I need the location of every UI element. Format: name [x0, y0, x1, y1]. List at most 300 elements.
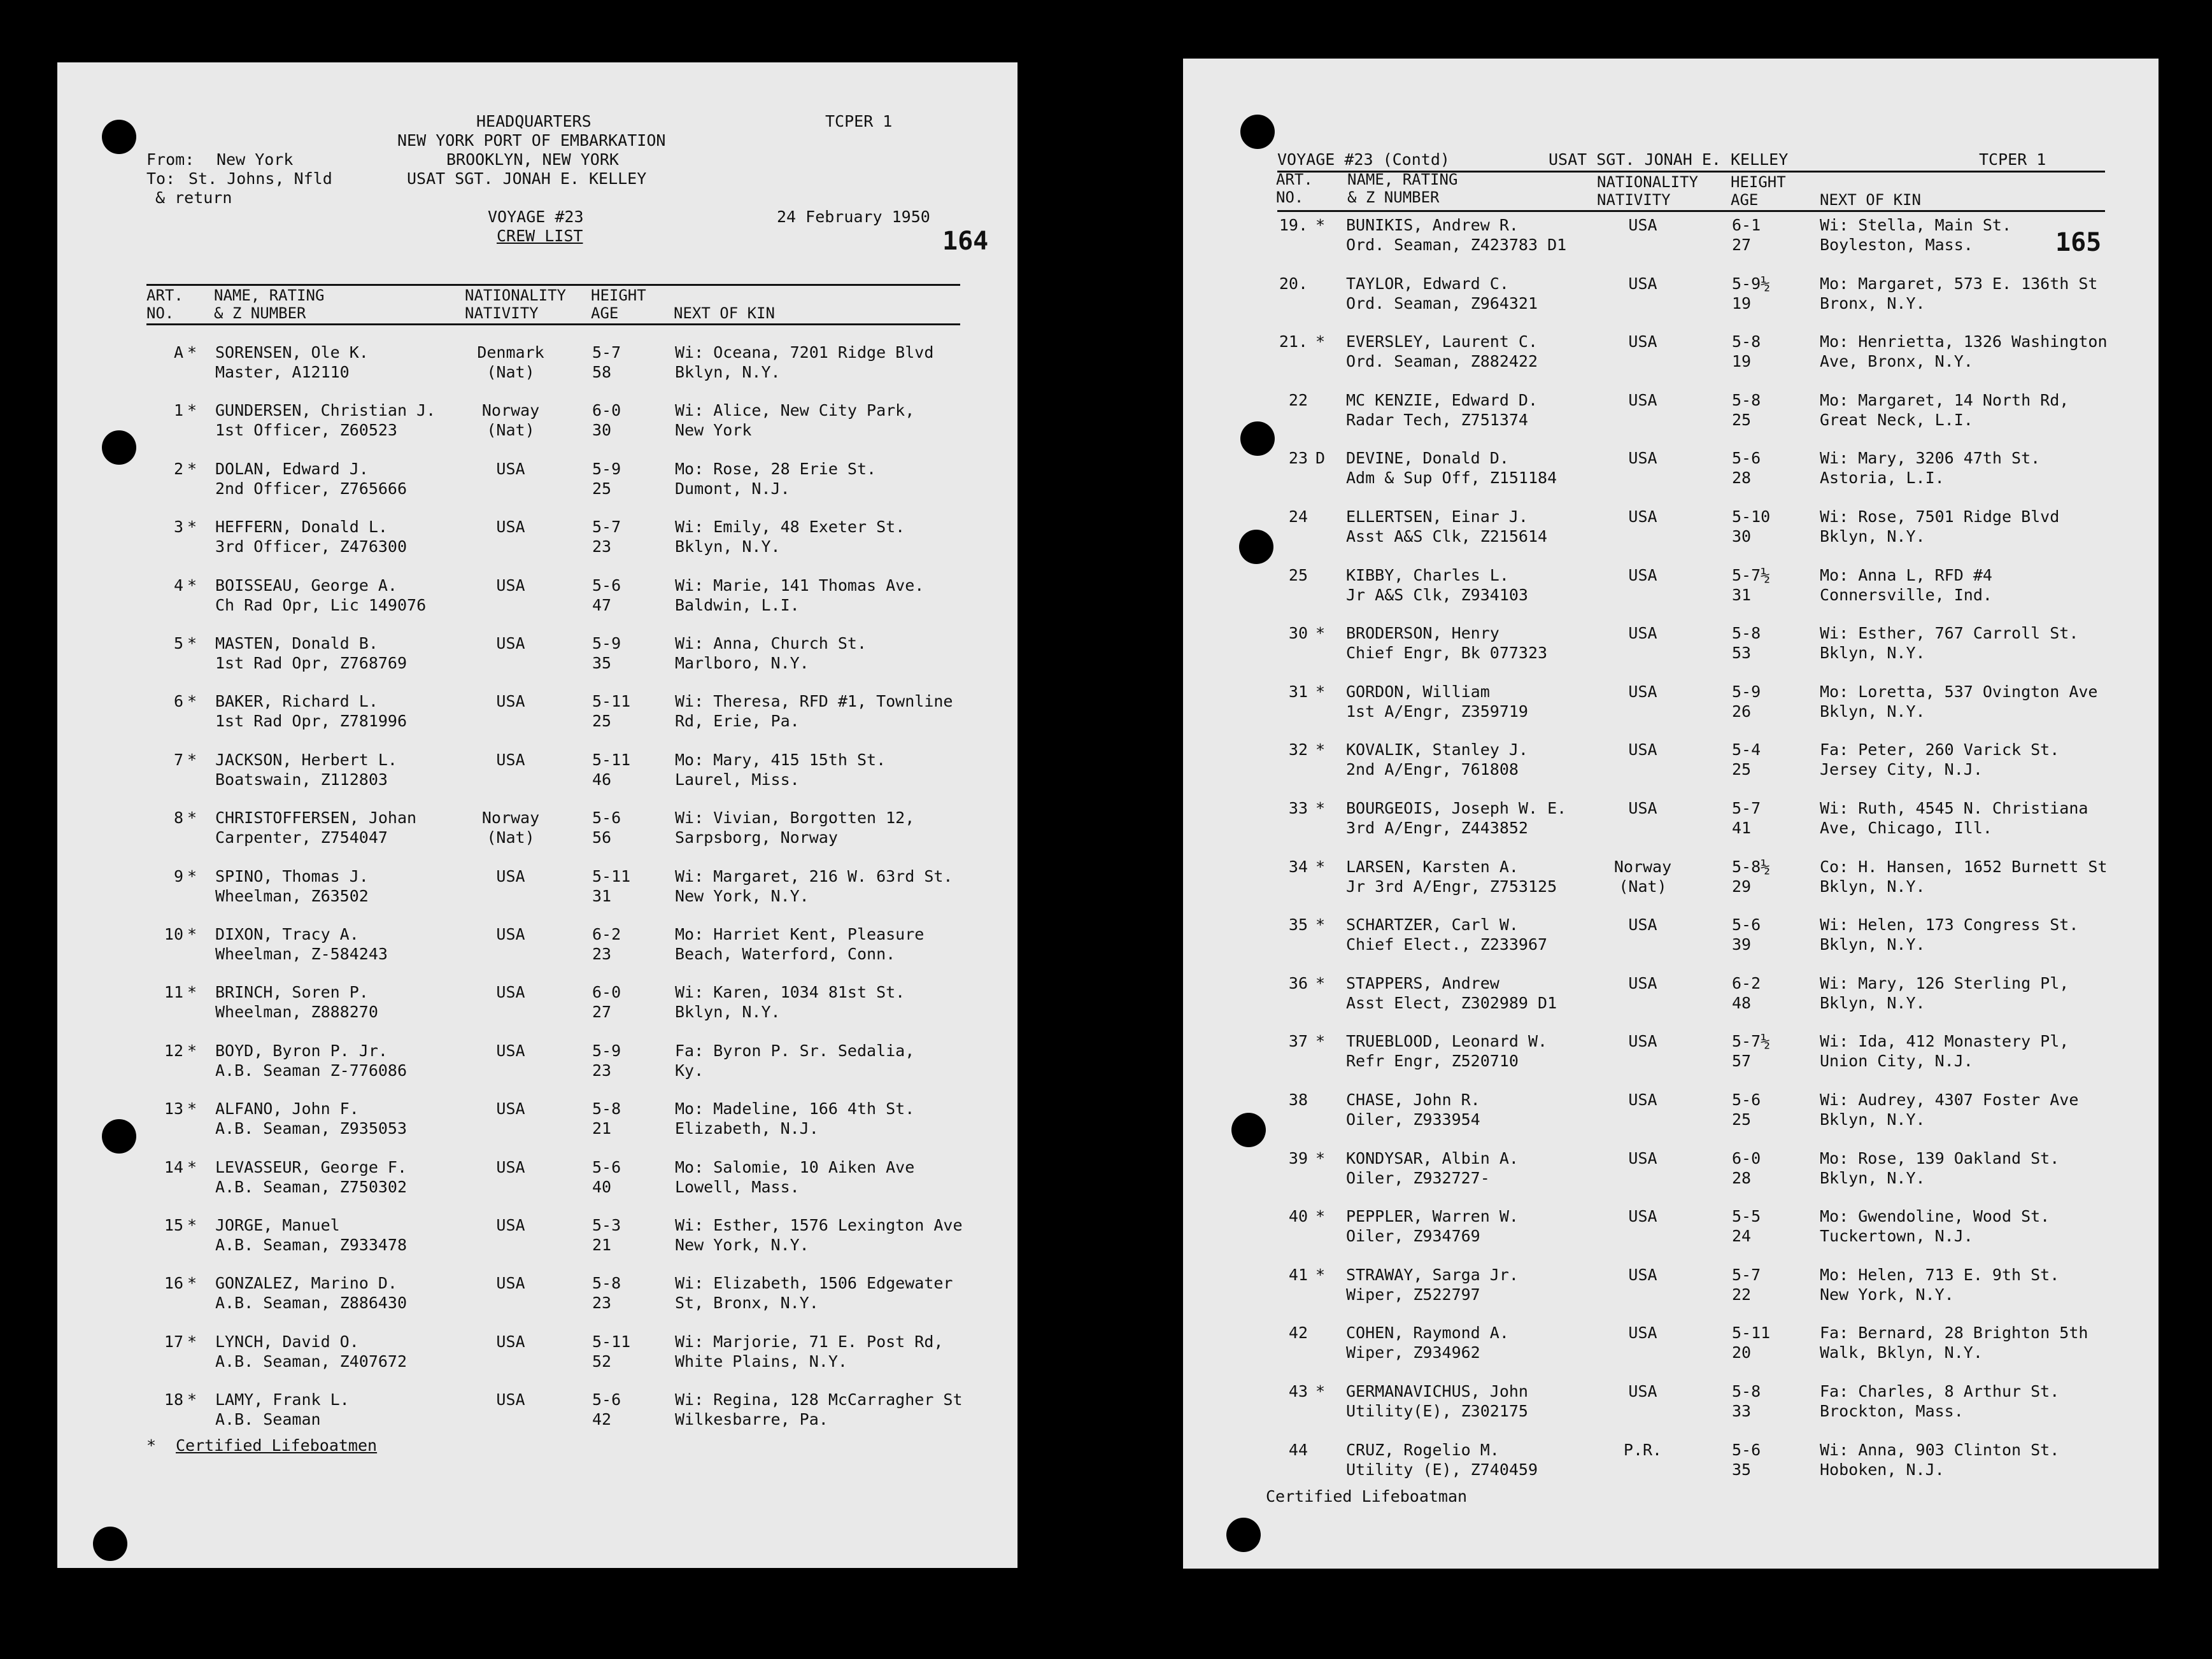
- list-date: 24 February 1950: [777, 208, 930, 226]
- nationality: USA: [496, 1099, 525, 1119]
- next-of-kin: Wi: Esther, 1576 Lexington Ave: [675, 1216, 963, 1234]
- art-no: 3: [173, 518, 183, 537]
- crew-name: DIXON, Tracy A.: [215, 925, 359, 943]
- next-of-kin: Mo: Madeline, 166 4th St.: [675, 1099, 915, 1119]
- age: 35: [1732, 1460, 1752, 1479]
- next-of-kin: Mo: Harriet Kent, Pleasure: [675, 925, 925, 943]
- next-of-kin: Mo: Margaret, 573 E. 136th St: [1820, 274, 2098, 293]
- nationality: USA: [496, 925, 525, 943]
- next-of-kin-address: Rd, Erie, Pa.: [675, 712, 800, 731]
- age: 25: [592, 712, 612, 731]
- art-no: 13: [164, 1099, 183, 1119]
- table-row: [1183, 332, 2159, 372]
- next-of-kin-address: Bklyn, N.Y.: [675, 537, 781, 556]
- col-height-age: HEIGHT AGE: [1731, 173, 1786, 209]
- header-rule: [146, 284, 960, 286]
- rating-z-number: Utility(E), Z302175: [1346, 1402, 1528, 1420]
- table-row: [57, 866, 1017, 907]
- table-row: [57, 1390, 1017, 1430]
- lifeboat-mark: D: [1315, 449, 1326, 468]
- age: 26: [1732, 702, 1752, 721]
- crew-name: GERMANAVICHUS, John: [1346, 1382, 1528, 1401]
- next-of-kin-address: Connersville, Ind.: [1820, 585, 1992, 604]
- height: 5-9: [592, 459, 621, 478]
- height: 5-7½: [1732, 1032, 1771, 1051]
- next-of-kin: Wi: Stella, Main St.: [1820, 216, 2012, 234]
- crew-name: ALFANO, John F.: [215, 1099, 359, 1119]
- col-nationality: NATIONALITY NATIVITY: [465, 286, 566, 322]
- age: 30: [1732, 527, 1752, 546]
- next-of-kin: Wi: Alice, New City Park,: [675, 401, 915, 420]
- art-no: 10: [164, 925, 183, 943]
- next-of-kin: Wi: Regina, 128 McCarragher St: [675, 1390, 963, 1409]
- crew-name: SPINO, Thomas J.: [215, 866, 369, 886]
- rating-z-number: Oiler, Z934769: [1346, 1227, 1480, 1246]
- header-line: HEADQUARTERS: [476, 112, 592, 131]
- age: 23: [592, 537, 612, 556]
- lifeboat-mark: *: [1315, 1032, 1326, 1051]
- height: 5-8: [592, 1099, 621, 1119]
- nationality: Denmark: [477, 343, 544, 362]
- next-of-kin: Mo: Margaret, 14 North Rd,: [1820, 390, 2069, 409]
- crew-name: BOISSEAU, George A.: [215, 575, 397, 595]
- height: 6-1: [1732, 216, 1761, 234]
- nationality: USA: [496, 634, 525, 653]
- height: 5-11: [592, 750, 631, 769]
- next-of-kin: Mo: Helen, 713 E. 9th St.: [1820, 1265, 2060, 1284]
- crew-name: GUNDERSEN, Christian J.: [215, 401, 436, 420]
- rating-z-number: Jr A&S Clk, Z934103: [1346, 585, 1528, 604]
- table-row: [57, 342, 1017, 383]
- crew-name: MASTEN, Donald B.: [215, 634, 378, 653]
- return-text: & return: [155, 188, 232, 207]
- age: 28: [1732, 469, 1752, 488]
- rating-z-number: Radar Tech, Z751374: [1346, 410, 1528, 429]
- to-value: St. Johns, Nfld: [188, 169, 332, 188]
- height: 5-9: [592, 634, 621, 653]
- age: 21: [592, 1236, 612, 1254]
- rating-z-number: Oiler, Z932727-: [1346, 1168, 1490, 1187]
- next-of-kin: Wi: Elizabeth, 1506 Edgewater: [675, 1274, 953, 1293]
- art-no: 31: [1288, 682, 1308, 701]
- crew-name: KOVALIK, Stanley J.: [1346, 740, 1528, 759]
- table-row: [57, 400, 1017, 441]
- crew-name: MC KENZIE, Edward D.: [1346, 390, 1538, 409]
- crew-name: COHEN, Raymond A.: [1346, 1324, 1509, 1343]
- table-row: [1183, 740, 2159, 780]
- next-of-kin-address: New York, N.Y.: [1820, 1285, 1954, 1304]
- art-no: 30: [1288, 624, 1308, 643]
- table-row: [1183, 507, 2159, 547]
- rating-z-number: Utility (E), Z740459: [1346, 1460, 1538, 1479]
- art-no: 42: [1288, 1324, 1308, 1343]
- rating-z-number: Ord. Seaman, Z423783 D1: [1346, 236, 1567, 254]
- lifeboat-mark: *: [187, 343, 197, 362]
- next-of-kin: Mo: Gwendoline, Wood St.: [1820, 1207, 2050, 1226]
- header-rule: [1277, 210, 2105, 212]
- table-row: [1183, 215, 2159, 256]
- age: 40: [592, 1177, 612, 1196]
- nationality: Norway: [481, 808, 540, 828]
- lifeboat-mark: *: [187, 634, 197, 653]
- crew-name: SORENSEN, Ole K.: [215, 343, 369, 362]
- lifeboat-mark: *: [187, 459, 197, 478]
- table-row: [57, 1332, 1017, 1373]
- next-of-kin: Wi: Oceana, 7201 Ridge Blvd: [675, 343, 934, 362]
- crew-name: GONZALEZ, Marino D.: [215, 1274, 397, 1293]
- nationality: USA: [496, 518, 525, 537]
- nationality: USA: [1628, 799, 1657, 817]
- nationality: USA: [1628, 1032, 1657, 1051]
- nationality: USA: [496, 750, 525, 769]
- crew-name: ELLERTSEN, Einar J.: [1346, 507, 1528, 526]
- crew-name: JORGE, Manuel: [215, 1216, 340, 1234]
- crew-name: TRUEBLOOD, Leonard W.: [1346, 1032, 1548, 1051]
- lifeboat-mark: *: [187, 692, 197, 711]
- next-of-kin-address: Bklyn, N.Y.: [1820, 935, 1925, 954]
- rating-z-number: Chief Engr, Bk 077323: [1346, 644, 1548, 663]
- height: 5-5: [1732, 1207, 1761, 1226]
- age: 35: [592, 654, 612, 672]
- next-of-kin: Mo: Anna L, RFD #4: [1820, 565, 1992, 584]
- art-no: 6: [173, 692, 183, 711]
- next-of-kin-address: Hoboken, N.J.: [1820, 1460, 1945, 1479]
- next-of-kin: Mo: Henrietta, 1326 Washington: [1820, 332, 2108, 351]
- footnote: Certified Lifeboatman: [1266, 1487, 1468, 1506]
- height: 6-0: [1732, 1148, 1761, 1168]
- rating-z-number: A.B. Seaman, Z933478: [215, 1236, 408, 1254]
- rating-z-number: A.B. Seaman, Z407672: [215, 1352, 408, 1371]
- art-no: 41: [1288, 1265, 1308, 1284]
- next-of-kin-address: New York: [675, 421, 752, 440]
- next-of-kin-address: Great Neck, L.I.: [1820, 410, 1973, 429]
- next-of-kin-address: Bklyn, N.Y.: [675, 363, 781, 381]
- art-no: 9: [173, 866, 183, 886]
- lifeboat-mark: *: [1315, 1265, 1326, 1284]
- age: 23: [592, 945, 612, 963]
- rating-z-number: Boatswain, Z112803: [215, 770, 388, 789]
- art-no: 23: [1288, 449, 1308, 468]
- next-of-kin-address: Bklyn, N.Y.: [1820, 993, 1925, 1012]
- nationality: USA: [1628, 1382, 1657, 1401]
- crew-name: BRODERSON, Henry: [1346, 624, 1499, 643]
- header-line: NEW YORK PORT OF EMBARKATION: [397, 131, 666, 150]
- nationality: USA: [1628, 565, 1657, 584]
- art-no: 21.: [1279, 332, 1308, 351]
- rating-z-number: Asst Elect, Z302989 D1: [1346, 993, 1557, 1012]
- col-art-no: ART. NO.: [146, 286, 183, 322]
- nationality: USA: [496, 1041, 525, 1060]
- art-no: 1: [173, 401, 183, 420]
- age: 41: [1732, 819, 1752, 837]
- crew-list-page-164: [57, 62, 1017, 1568]
- nationality: USA: [1628, 682, 1657, 701]
- height: 5-9: [592, 1041, 621, 1060]
- height: 5-6: [592, 808, 621, 828]
- age: 20: [1732, 1343, 1752, 1362]
- nationality: USA: [496, 1157, 525, 1176]
- lifeboat-mark: *: [187, 808, 197, 828]
- art-no: 12: [164, 1041, 183, 1060]
- art-no: 24: [1288, 507, 1308, 526]
- next-of-kin: Wi: Marjorie, 71 E. Post Rd,: [675, 1332, 944, 1351]
- crew-name: BOYD, Byron P. Jr.: [215, 1041, 388, 1060]
- punch-hole: [102, 120, 136, 154]
- next-of-kin: Wi: Vivian, Borgotten 12,: [675, 808, 915, 828]
- lifeboat-mark: *: [1315, 1382, 1326, 1401]
- table-row: [57, 459, 1017, 500]
- lifeboat-mark: *: [1315, 857, 1326, 876]
- nationality: USA: [1628, 332, 1657, 351]
- nationality: Norway: [1613, 857, 1672, 876]
- art-no: 17: [164, 1332, 183, 1351]
- lifeboat-mark: *: [187, 575, 197, 595]
- age: 33: [1732, 1402, 1752, 1420]
- art-no: 32: [1288, 740, 1308, 759]
- nationality: USA: [1628, 507, 1657, 526]
- punch-hole: [93, 1527, 127, 1561]
- lifeboat-mark: *: [1315, 915, 1326, 935]
- art-no: 2: [173, 459, 183, 478]
- art-no: 33: [1288, 799, 1308, 817]
- age: 57: [1732, 1052, 1752, 1071]
- art-no: 22: [1288, 390, 1308, 409]
- nationality: USA: [496, 459, 525, 478]
- height: 5-7: [592, 343, 621, 362]
- height: 5-7½: [1732, 565, 1771, 584]
- height: 5-8: [592, 1274, 621, 1293]
- table-row: [57, 1215, 1017, 1256]
- lifeboat-mark: *: [1315, 740, 1326, 759]
- age: 21: [592, 1119, 612, 1138]
- next-of-kin: Wi: Ruth, 4545 N. Christiana: [1820, 799, 2088, 817]
- table-row: [57, 1273, 1017, 1314]
- crew-name: DEVINE, Donald D.: [1346, 449, 1509, 468]
- crew-name: DOLAN, Edward J.: [215, 459, 369, 478]
- next-of-kin: Wi: Helen, 173 Congress St.: [1820, 915, 2079, 935]
- height: 5-7: [1732, 799, 1761, 817]
- art-no: 25: [1288, 565, 1308, 584]
- next-of-kin-address: Elizabeth, N.J.: [675, 1119, 819, 1138]
- age: 25: [1732, 410, 1752, 429]
- punch-hole: [1226, 1518, 1261, 1552]
- nationality: USA: [1628, 216, 1657, 234]
- crew-name: CHASE, John R.: [1346, 1091, 1480, 1109]
- age: 25: [592, 479, 612, 498]
- lifeboat-mark: *: [187, 518, 197, 537]
- next-of-kin: Wi: Karen, 1034 81st St.: [675, 983, 905, 1002]
- next-of-kin: Fa: Peter, 260 Varick St.: [1820, 740, 2060, 759]
- lifeboat-mark: *: [187, 1099, 197, 1119]
- age: 19: [1732, 293, 1752, 313]
- art-no: 14: [164, 1157, 183, 1176]
- rating-z-number: Wheelman, Z-584243: [215, 945, 388, 963]
- next-of-kin: Wi: Theresa, RFD #1, Townline: [675, 692, 953, 711]
- rating-z-number: A.B. Seaman: [215, 1410, 321, 1429]
- age: 24: [1732, 1227, 1752, 1246]
- crew-name: EVERSLEY, Laurent C.: [1346, 332, 1538, 351]
- height: 5-9½: [1732, 274, 1771, 293]
- next-of-kin: Wi: Audrey, 4307 Foster Ave: [1820, 1091, 2079, 1109]
- art-no: A: [173, 343, 183, 362]
- nationality: Norway: [481, 401, 540, 420]
- next-of-kin: Wi: Mary, 126 Sterling Pl,: [1820, 973, 2069, 992]
- art-no: 18: [164, 1390, 183, 1409]
- age: 31: [592, 886, 612, 905]
- table-row: [1183, 1265, 2159, 1306]
- voyage-title: VOYAGE #23 (Contd): [1277, 150, 1450, 169]
- table-row: [1183, 1440, 2159, 1481]
- rating-z-number: A.B. Seaman, Z750302: [215, 1177, 408, 1196]
- height: 5-4: [1732, 740, 1761, 759]
- next-of-kin-address: Bklyn, N.Y.: [1820, 702, 1925, 721]
- next-of-kin-address: Marlboro, N.Y.: [675, 654, 809, 672]
- height: 5-7: [592, 518, 621, 537]
- height: 5-6: [592, 1157, 621, 1176]
- crew-name: LARSEN, Karsten A.: [1346, 857, 1519, 876]
- crew-list-title: CREW LIST: [497, 227, 583, 245]
- lifeboat-mark: *: [187, 925, 197, 943]
- rating-z-number: Ord. Seaman, Z882422: [1346, 352, 1538, 371]
- age: 46: [592, 770, 612, 789]
- lifeboat-mark: *: [187, 1332, 197, 1351]
- height: 5-8: [1732, 390, 1761, 409]
- crew-name: BOURGEOIS, Joseph W. E.: [1346, 799, 1567, 817]
- next-of-kin: Wi: Anna, 903 Clinton St.: [1820, 1440, 2060, 1459]
- next-of-kin: Wi: Esther, 767 Carroll St.: [1820, 624, 2079, 643]
- nationality: USA: [1628, 390, 1657, 409]
- nationality: USA: [1628, 1324, 1657, 1343]
- lifeboat-mark: *: [187, 1216, 197, 1234]
- table-row: [1183, 1206, 2159, 1247]
- art-no: 15: [164, 1216, 183, 1234]
- crew-name: LYNCH, David O.: [215, 1332, 359, 1351]
- rating-z-number: Master, A12110: [215, 363, 350, 381]
- table-row: [57, 575, 1017, 616]
- table-row: [1183, 682, 2159, 723]
- next-of-kin: Wi: Emily, 48 Exeter St.: [675, 518, 905, 537]
- table-row: [1183, 798, 2159, 839]
- header-line: BROOKLYN, NEW YORK: [446, 150, 619, 169]
- rating-z-number: 2nd A/Engr, 761808: [1346, 760, 1519, 779]
- art-no: 38: [1288, 1091, 1308, 1109]
- height: 5-7: [1732, 1265, 1761, 1284]
- age: 39: [1732, 935, 1752, 954]
- next-of-kin: Mo: Salomie, 10 Aiken Ave: [675, 1157, 915, 1176]
- rating-z-number: A.B. Seaman, Z935053: [215, 1119, 408, 1138]
- age: 48: [1732, 993, 1752, 1012]
- lifeboat-mark: *: [187, 983, 197, 1002]
- crew-name: BUNIKIS, Andrew R.: [1346, 216, 1519, 234]
- lifeboat-mark: *: [1315, 682, 1326, 701]
- crew-name: SCHARTZER, Carl W.: [1346, 915, 1519, 935]
- height: 5-11: [592, 692, 631, 711]
- table-row: [1183, 1148, 2159, 1189]
- crew-name: KIBBY, Charles L.: [1346, 565, 1509, 584]
- next-of-kin-address: Laurel, Miss.: [675, 770, 800, 789]
- age: 28: [1732, 1168, 1752, 1187]
- art-no: 11: [164, 983, 183, 1002]
- rating-z-number: Oiler, Z933954: [1346, 1110, 1480, 1129]
- nationality: USA: [1628, 1148, 1657, 1168]
- next-of-kin-address: Brockton, Mass.: [1820, 1402, 1964, 1420]
- lifeboat-mark: *: [1315, 216, 1326, 234]
- rating-z-number: 1st Officer, Z60523: [215, 421, 397, 440]
- rating-z-number: Wheelman, Z888270: [215, 1003, 378, 1022]
- crew-name: GORDON, William: [1346, 682, 1490, 701]
- age: 27: [592, 1003, 612, 1022]
- lifeboat-mark: *: [187, 1390, 197, 1409]
- next-of-kin-address: Lowell, Mass.: [675, 1177, 800, 1196]
- crew-name: LAMY, Frank L.: [215, 1390, 350, 1409]
- height: 6-0: [592, 401, 621, 420]
- next-of-kin-address: New York, N.Y.: [675, 886, 809, 905]
- height: 6-0: [592, 983, 621, 1002]
- footnote-mark: *: [146, 1436, 157, 1455]
- next-of-kin-address: St, Bronx, N.Y.: [675, 1294, 819, 1313]
- table-row: [1183, 1381, 2159, 1422]
- crew-name: STAPPERS, Andrew: [1346, 973, 1499, 992]
- rating-z-number: 3rd Officer, Z476300: [215, 537, 408, 556]
- age: 25: [1732, 1110, 1752, 1129]
- next-of-kin-address: Bklyn, N.Y.: [1820, 644, 1925, 663]
- next-of-kin-address: White Plains, N.Y.: [675, 1352, 847, 1371]
- next-of-kin: Wi: Margaret, 216 W. 63rd St.: [675, 866, 953, 886]
- to-label: To:: [146, 169, 176, 188]
- height: 5-6: [1732, 1091, 1761, 1109]
- next-of-kin-address: Astoria, L.I.: [1820, 469, 1945, 488]
- col-next-of-kin: NEXT OF KIN: [1820, 191, 1921, 209]
- lifeboat-mark: *: [1315, 332, 1326, 351]
- next-of-kin-address: Ky.: [675, 1061, 704, 1080]
- next-of-kin-address: Dumont, N.J.: [675, 479, 790, 498]
- rating-z-number: 3rd A/Engr, Z443852: [1346, 819, 1528, 837]
- height: 5-3: [592, 1216, 621, 1234]
- nativity: (Nat): [486, 363, 535, 381]
- nationality: USA: [1628, 740, 1657, 759]
- table-row: [1183, 973, 2159, 1014]
- next-of-kin-address: Beach, Waterford, Conn.: [675, 945, 896, 963]
- next-of-kin-address: Wilkesbarre, Pa.: [675, 1410, 828, 1429]
- next-of-kin-address: New York, N.Y.: [675, 1236, 809, 1254]
- height: 5-11: [1732, 1324, 1771, 1343]
- age: 23: [592, 1061, 612, 1080]
- ship-name: USAT SGT. JONAH E. KELLEY: [1549, 150, 1789, 169]
- height: 5-6: [1732, 915, 1761, 935]
- art-no: 44: [1288, 1440, 1308, 1459]
- nationality: USA: [496, 1274, 525, 1293]
- height: 5-8½: [1732, 857, 1771, 876]
- height: 5-11: [592, 866, 631, 886]
- table-row: [57, 517, 1017, 558]
- rating-z-number: Chief Elect., Z233967: [1346, 935, 1548, 954]
- age: 25: [1732, 760, 1752, 779]
- nationality: USA: [1628, 915, 1657, 935]
- form-code: TCPER 1: [825, 112, 893, 131]
- table-row: [57, 1041, 1017, 1082]
- lifeboat-mark: *: [1315, 1207, 1326, 1226]
- age: 31: [1732, 585, 1752, 604]
- rating-z-number: Wheelman, Z63502: [215, 886, 369, 905]
- col-next-of-kin: NEXT OF KIN: [674, 304, 775, 322]
- nationality: USA: [1628, 1265, 1657, 1284]
- next-of-kin: Mo: Mary, 415 15th St.: [675, 750, 886, 769]
- height: 5-9: [1732, 682, 1761, 701]
- next-of-kin-address: Jersey City, N.J.: [1820, 760, 1983, 779]
- lifeboat-mark: *: [1315, 624, 1326, 643]
- next-of-kin: Wi: Mary, 3206 47th St.: [1820, 449, 2041, 468]
- table-row: [57, 1099, 1017, 1140]
